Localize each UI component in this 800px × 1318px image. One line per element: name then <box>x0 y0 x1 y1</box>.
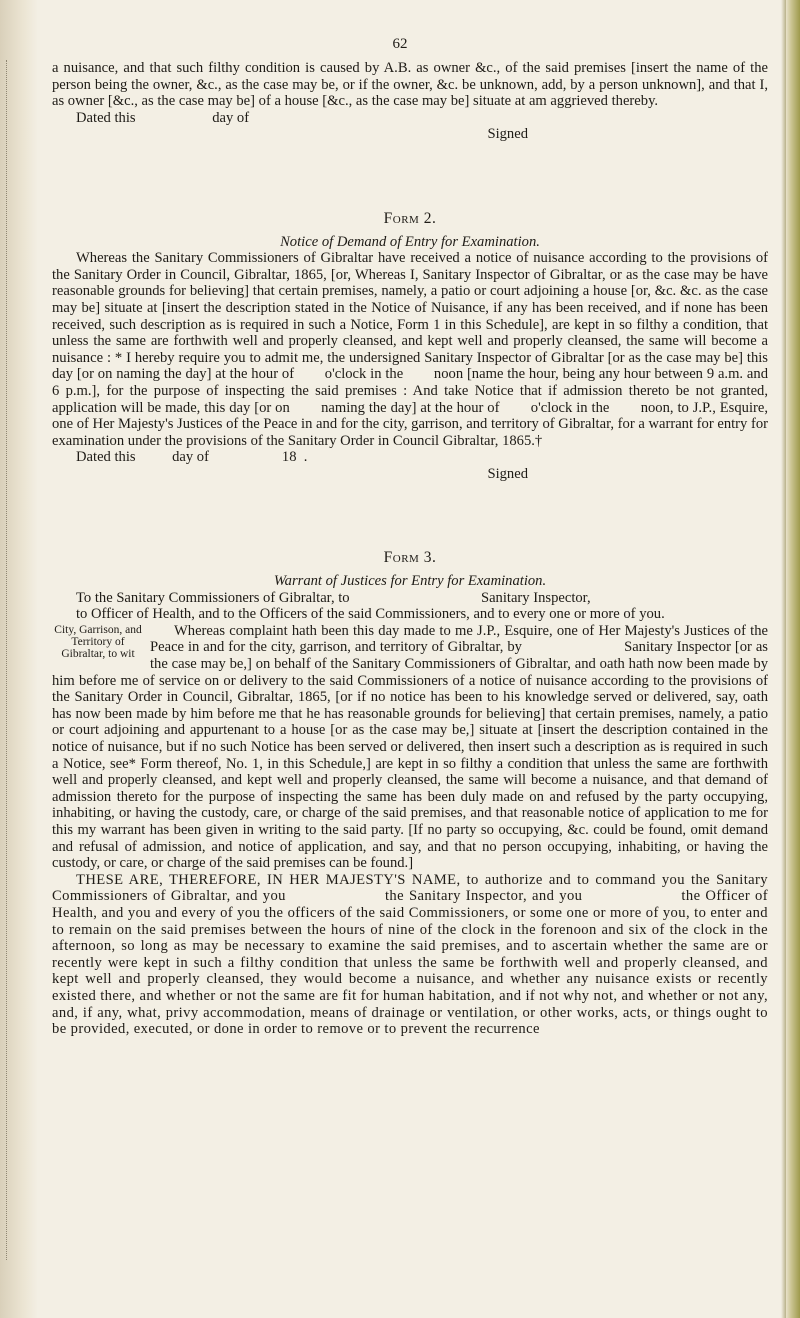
form3-address-line1: To the Sanitary Commissioners of Gibraltar, to Sanitary Inspector, <box>76 589 591 606</box>
page-number: 62 <box>392 36 408 52</box>
intro-signed: Signed <box>487 126 528 143</box>
form3-command: THESE ARE, THEREFORE, IN HER MAJESTY'S NAME, to authorize and to command you the Sanitary Commissioners of Gibraltar, and you the Sanitary Inspector, and you the Officer of Health, and you and every of you the officers of the said Commissioners, or some one or more of you, to enter and to remain on the said premises between the hours of nine of the clock in the forenoon and six of the clock in the afternoon, so long as may be necessary to examine the said premises, and to ascertain whether the same are or recently were kept in such a filthy condition that unless the same be forthwith well and properly cleansed, and kept well and properly cleansed, they would become a nuisance, and whether any nuisance exists or recently existed there, and whether or not the same are fit for human habitation, and if not why not, and whether or not any, and, if any, what, privy accommodation, means of drainage or ventilation, or other works, acts, or things ought to be provided, executed, or done in order to remove or to prevent the recurrence <box>52 871 773 1038</box>
form2-dated: Dated this day of 18 . <box>76 449 308 466</box>
form2-title: Form 2. <box>383 209 437 227</box>
intro-paragraph: a nuisance, and that such filthy condition is caused by A.B. as owner &c., of the said premises [insert the name of the person being the owner, &c., as the case may be, or if the owner, &c. be unknown, add, by a person unknown], and that I, as owner [&c., as the case may be] of a house [&c., as the case may be] situate at am aggrieved thereby. <box>52 60 768 110</box>
page-content <box>52 60 773 1038</box>
form2-body: Whereas the Sanitary Commissioners of Gibraltar have received a notice of nuisance according to the provisions of the Sanitary Order in Council, Gibraltar, 1865, [or, Whereas I, Sanitary Inspector of Gibraltar, or as the case may be have reasonable grounds for believing] that certain premises, namely, a patio or court adjoining a house [or, &c. &c. as the case may be] situate at [insert the description stated in the Notice of Nuisance, if any has been received, and if none has been received, such description as is required in such a Notice, Form 1 in this Schedule], are kept in so filthy a condition, that unless the same are forthwith well and properly cleansed, and kept well and properly cleansed, the same will become a nuisance : * I hereby require you to admit me, the undersigned Sanitary Inspector of Gibraltar [or as the case may be] this day [or on naming the day] at the hour of o'clock in the noon [name the hour, being any hour between 9 a.m. and 6 p.m.], for the purpose of inspecting the said premises : And take Notice that if admission thereto be not granted, application will be made, this day [or on naming the day] at the hour of o'clock in the noon, to J.P., Esquire, one of Her Majesty's Justices of the Peace in and for the city, garrison, and territory of Gibraltar, for a warrant for entry for examination under the provisions of the Sanitary Order in Council Gibraltar, 1865.† <box>52 250 772 449</box>
binding-gutter <box>0 0 38 1318</box>
form2-signed: Signed <box>487 465 528 482</box>
intro-dated: Dated this day of <box>76 109 250 126</box>
page-edge <box>786 0 800 1318</box>
form3-recital <box>52 622 772 872</box>
form3-body: Whereas complaint hath been this day made to me J.P., Esquire, one of Her Majesty's Justices of the Peace in and for the city, garrison, and territory of Gibraltar, by Sanitary Inspector [or as the case may be,] on behalf of the Sanitary Commissioners of Gibraltar, and oath hath now been made by him before me of service on or delivery to the said Commissioners of a notice of nuisance according to the provisions of the Sanitary Order in Council, Gibraltar, 1865, [or if no notice has been to his knowledge served or delivered, say, oath has now been made by him before me that he has reasonable grounds for believing] that certain premises, namely, a patio or court adjoining and appurtenant to a house [or as the case may be,] situate at [insert the description contained in the notice of nuisance, but if no such Notice has been served or delivered, then insert such a description as is required in such a Notice, see* Form thereof, No. 1, in this Schedule,] are kept in so filthy a condition that unless the same are forthwith well and properly cleansed, and kept well and properly cleansed, the same will become a nuisance, and that demand of admission thereto for the purpose of inspecting the same has been duly made on and refused by the party occupying, inhabiting, or having the custody, care, or charge of the said premises, and that reasonable notice of application to me for this my warrant has been given in writing to the said party. [If no party so occupying, &c. could be found, omit demand and refusal of admission, and notice of application, and say, and that no person occupying, inhabiting, or having the custody, or care, or charge of the said premises can be found.] <box>52 622 772 872</box>
form2-subtitle: Notice of Demand of Entry for Examination. <box>280 233 540 250</box>
form3-address-line2: to Officer of Health, and to the Officers of the said Commissioners, and to every one or more of you. <box>76 606 665 623</box>
form3-subtitle: Warrant of Justices for Entry for Examination. <box>273 573 547 590</box>
form3-margin-note: City, Garrison, and Territory of Gibraltar, to wit <box>54 623 142 660</box>
form3-title: Form 3. <box>383 549 437 567</box>
